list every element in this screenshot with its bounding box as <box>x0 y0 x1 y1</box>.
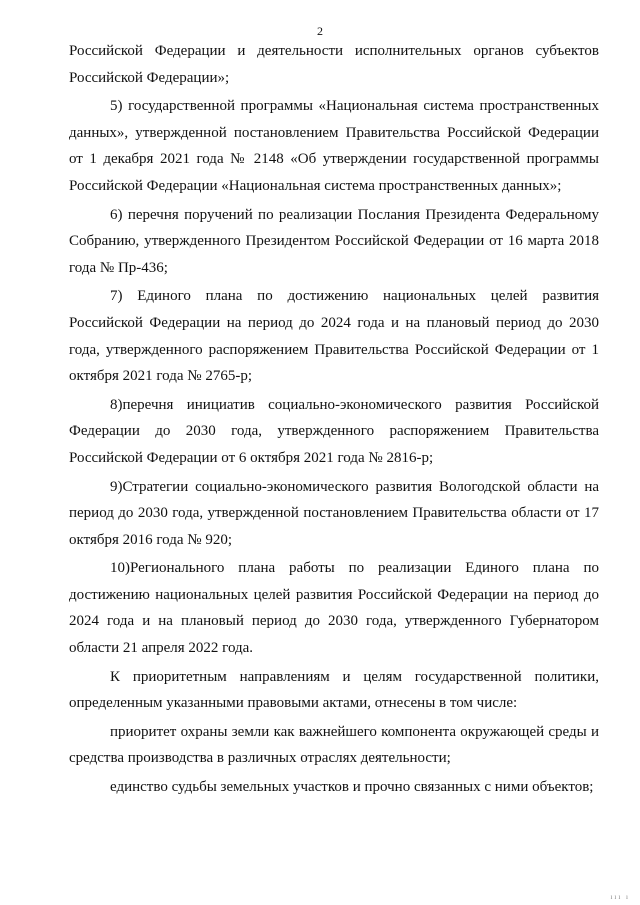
document-body <box>69 38 599 803</box>
paragraph-continuation: Российской Федерации и деятельности исполнительных органов субъектов Российской Федерации»; <box>69 43 599 86</box>
paragraph-priority-land-protection: приоритет охраны земли как важнейшего компонента окружающей среды и средства производства в различных отраслях деятельности; <box>69 723 599 767</box>
paragraph-item-10: 10)Регионального плана работы по реализации Единого плана по достижению национальных целей развития Российской Федерации на период до 2024 года и на плановый период до 2030 года, утвержденного Губернатором области 21 апреля 2022 года. <box>69 560 599 657</box>
paragraph-item-8: 8)перечня инициатив социально-экономического развития Российской Федерации до 2030 года, утвержденного распоряжением Правительства Российской Федерации от 6 октября 2021 года № 2816-р; <box>69 396 599 466</box>
page-number: 2 <box>317 24 323 38</box>
paragraph-priority-land-unity: единство судьбы земельных участков и прочно связанных с ними объектов; <box>110 779 594 796</box>
paragraph-item-9: 9)Стратегии социально-экономического развития Вологодской области на период до 2030 года, утвержденной постановлением Правительства области от 17 октября 2016 года № 920; <box>69 478 599 548</box>
paragraph-item-6: 6) перечня поручений по реализации Послания Президента Федеральному Собранию, утвержденного Президентом Российской Федерации от 16 марта 2018 года № Пр-436; <box>69 206 599 276</box>
paragraph-priorities-intro: К приоритетным направлениям и целям государственной политики, определенным указанными правовыми актами, отнесены в том числе: <box>69 668 599 712</box>
paragraph-item-5: 5) государственной программы «Национальная система пространственных данных», утвержденной постановлением Правительства Российской Федерации от 1 декабря 2021 года № 2148 «Об утверждении государственной программы Российской Федерации «Национальная система пространственных данных»; <box>69 98 599 194</box>
scan-footer-marks: ııı ı <box>610 893 630 901</box>
paragraph-item-7: 7) Единого плана по достижению национальных целей развития Российской Федерации на период до 2024 года и на плановый период до 2030 года, утвержденного распоряжением Правительства Российской Федерации от 1 октября 2021 года № 2765-р; <box>69 288 599 385</box>
